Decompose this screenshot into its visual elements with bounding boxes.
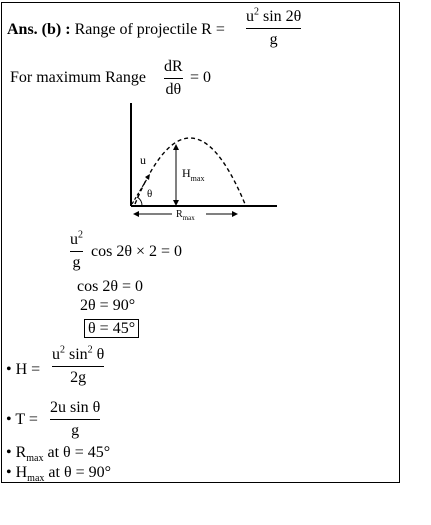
answer-label: Ans. (b) :	[7, 21, 71, 38]
fraction-bar	[246, 28, 301, 29]
hmax-text: at θ = 90°	[44, 464, 112, 481]
u-label: u	[140, 153, 146, 167]
bullet: •	[6, 411, 12, 428]
hmax-line	[6, 464, 112, 485]
drdtheta-denominator: dθ	[165, 81, 182, 98]
t-fraction	[50, 399, 100, 440]
hmax-label: $H_{max}$	[182, 166, 205, 183]
answer-line	[7, 21, 225, 39]
hmax-symbol: $H_{max}$	[15, 464, 45, 485]
h-numerator: $u^2$ $\sin^2 \theta$	[52, 344, 105, 363]
h-fraction	[52, 346, 104, 387]
u2-numerator: $u^2$	[70, 229, 83, 248]
range-denominator: g	[269, 31, 278, 48]
h-denominator: 2g	[70, 369, 87, 386]
result-boxed	[84, 320, 139, 338]
angle-arc	[137, 197, 142, 206]
h-formula-lhs	[6, 361, 40, 379]
bullet: •	[6, 361, 12, 378]
range-fraction	[246, 8, 301, 49]
derivation-line-2: cos 2θ = 0	[77, 278, 144, 295]
theta-45-result: θ = 45°	[84, 319, 139, 338]
drdtheta-fraction	[164, 58, 183, 99]
range-numerator: $u^2$ sin 2θ	[246, 6, 302, 25]
arrowhead-icon	[173, 144, 179, 150]
derivation-line-1: cos 2θ × 2 = 0	[91, 243, 183, 260]
rmax-symbol: $R_{max}$	[15, 444, 44, 465]
u2-over-g-fraction	[70, 231, 83, 272]
arrowhead-icon	[133, 211, 139, 217]
t-formula-lhs	[6, 411, 38, 429]
fraction-bar	[52, 366, 104, 367]
rmax-text: at θ = 45°	[43, 444, 111, 461]
rmax-line	[6, 444, 111, 465]
t-numerator: 2u sin θ	[50, 399, 101, 416]
fraction-bar	[70, 251, 83, 252]
g-denominator: g	[72, 254, 81, 271]
arrowhead-icon	[232, 211, 238, 217]
fraction-bar	[164, 78, 183, 79]
max-range-text: For maximum Range	[10, 69, 146, 86]
drdtheta-numerator: dR	[164, 58, 183, 75]
derivation-line-3: 2θ = 90°	[80, 297, 136, 314]
fraction-bar	[50, 419, 100, 420]
answer-text: Range of projectile R =	[74, 21, 225, 38]
arrowhead-icon	[145, 174, 150, 180]
t-denominator: g	[71, 422, 80, 439]
projectile-diagram	[120, 100, 285, 225]
bullet: •	[6, 464, 12, 481]
bullet: •	[6, 444, 12, 461]
h-equals: H =	[15, 361, 41, 378]
theta-label: θ	[147, 188, 153, 200]
t-equals: T =	[15, 411, 38, 428]
max-range-rhs: = 0	[190, 69, 212, 86]
rmax-label: $R_{max}$	[176, 209, 195, 222]
